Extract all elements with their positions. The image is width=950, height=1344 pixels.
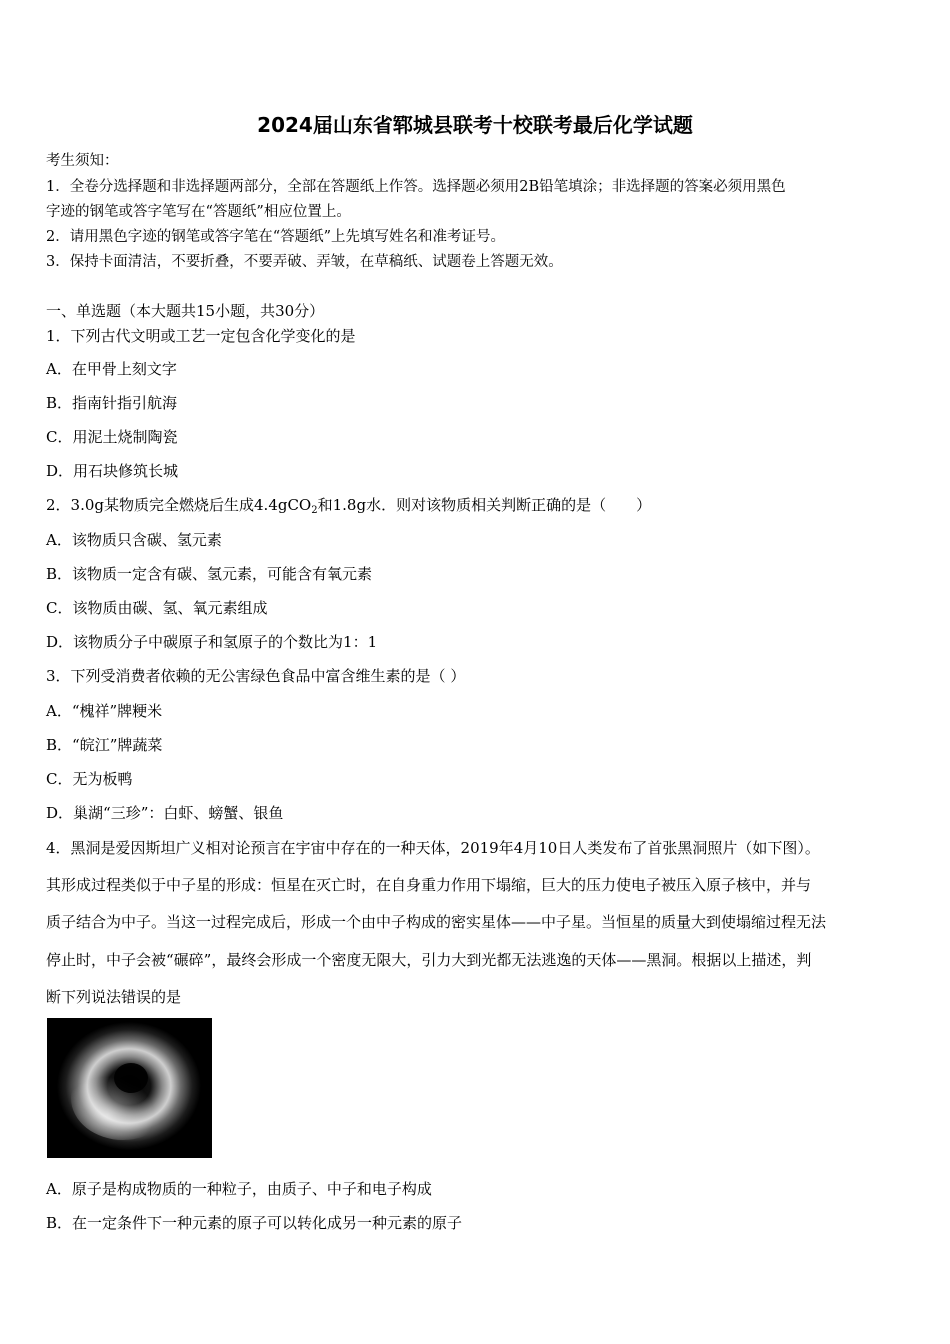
question-3-option-b: B．“皖江”牌蔬菜 <box>46 736 163 754</box>
question-1-option-a: A．在甲骨上刻文字 <box>46 360 177 378</box>
question-3-stem: 3．下列受消费者依赖的无公害绿色食品中富含维生素的是（ ） <box>46 667 466 685</box>
question-4-stem-line: 断下列说法错误的是 <box>46 988 182 1006</box>
question-2-option-b: B．该物质一定含有碳、氢元素，可能含有氧元素 <box>46 565 373 583</box>
notice-item: 1．全卷分选择题和非选择题两部分，全部在答题纸上作答。选择题必须用2B铅笔填涂；非选择题的答案必须用黑色 <box>46 179 786 195</box>
notice-item: 2．请用黑色字迹的钢笔或答字笔在“答题纸”上先填写姓名和准考证号。 <box>46 229 506 245</box>
section-heading: 一、单选题（本大题共15小题，共30分） <box>46 302 325 320</box>
question-1-stem: 1．下列古代文明或工艺一定包含化学变化的是 <box>46 327 356 345</box>
question-2-stem-part: 和1.8g水．则对该物质相关判断正确的是（ ） <box>317 496 652 514</box>
black-hole-graphic <box>47 1018 212 1158</box>
question-4-stem-line: 停止时，中子会被“碾碎”，最终会形成一个密度无限大，引力大到光都无法逃逸的天体——黑洞。根据以上描述，判 <box>46 951 812 969</box>
question-2-option-d: D．该物质分子中碳原子和氢原子的个数比为1：1 <box>46 633 378 651</box>
question-2-option-a: A．该物质只含碳、氢元素 <box>46 531 222 549</box>
question-4-stem-line: 4．黑洞是爱因斯坦广义相对论预言在宇宙中存在的一种天体，2019年4月10日人类发布了首张黑洞照片（如下图）。 <box>46 839 820 857</box>
question-2-stem <box>46 495 912 521</box>
question-4-option-a: A．原子是构成物质的一种粒子，由质子、中子和电子构成 <box>46 1180 432 1198</box>
question-4-option-b: B．在一定条件下一种元素的原子可以转化成另一种元素的原子 <box>46 1214 463 1232</box>
notice-item: 字迹的钢笔或答字笔写在“答题纸”相应位置上。 <box>46 204 351 220</box>
black-hole-image <box>47 1018 212 1158</box>
question-4-stem-line: 其形成过程类似于中子星的形成：恒星在灭亡时，在自身重力作用下塌缩，巨大的压力使电子被压入原子核中，并与 <box>46 876 812 894</box>
question-1-option-d: D．用石块修筑长城 <box>46 462 179 480</box>
document-title: 2024届山东省郓城县联考十校联考最后化学试题 <box>257 113 693 137</box>
notice-item: 3．保持卡面清洁，不要折叠，不要弄破、弄皱，在草稿纸、试题卷上答题无效。 <box>46 254 563 270</box>
question-1-option-b: B．指南针指引航海 <box>46 394 178 412</box>
question-2-stem-part: 2．3.0g某物质完全燃烧后生成4.4gCO <box>46 496 312 514</box>
question-3-option-d: D．巢湖“三珍”：白虾、螃蟹、银鱼 <box>46 804 284 822</box>
question-1-option-c: C．用泥土烧制陶瓷 <box>46 428 178 446</box>
co2-subscript: 2 <box>311 505 318 516</box>
notice-heading: 考生须知： <box>46 153 119 169</box>
question-3-option-c: C．无为板鸭 <box>46 770 133 788</box>
question-4-stem-line: 质子结合为中子。当这一过程完成后，形成一个由中子构成的密实星体——中子星。当恒星的质量大到使塌缩过程无法 <box>46 913 827 931</box>
question-2-option-c: C．该物质由碳、氢、氧元素组成 <box>46 599 268 617</box>
question-3-option-a: A．“槐祥”牌粳米 <box>46 702 163 720</box>
